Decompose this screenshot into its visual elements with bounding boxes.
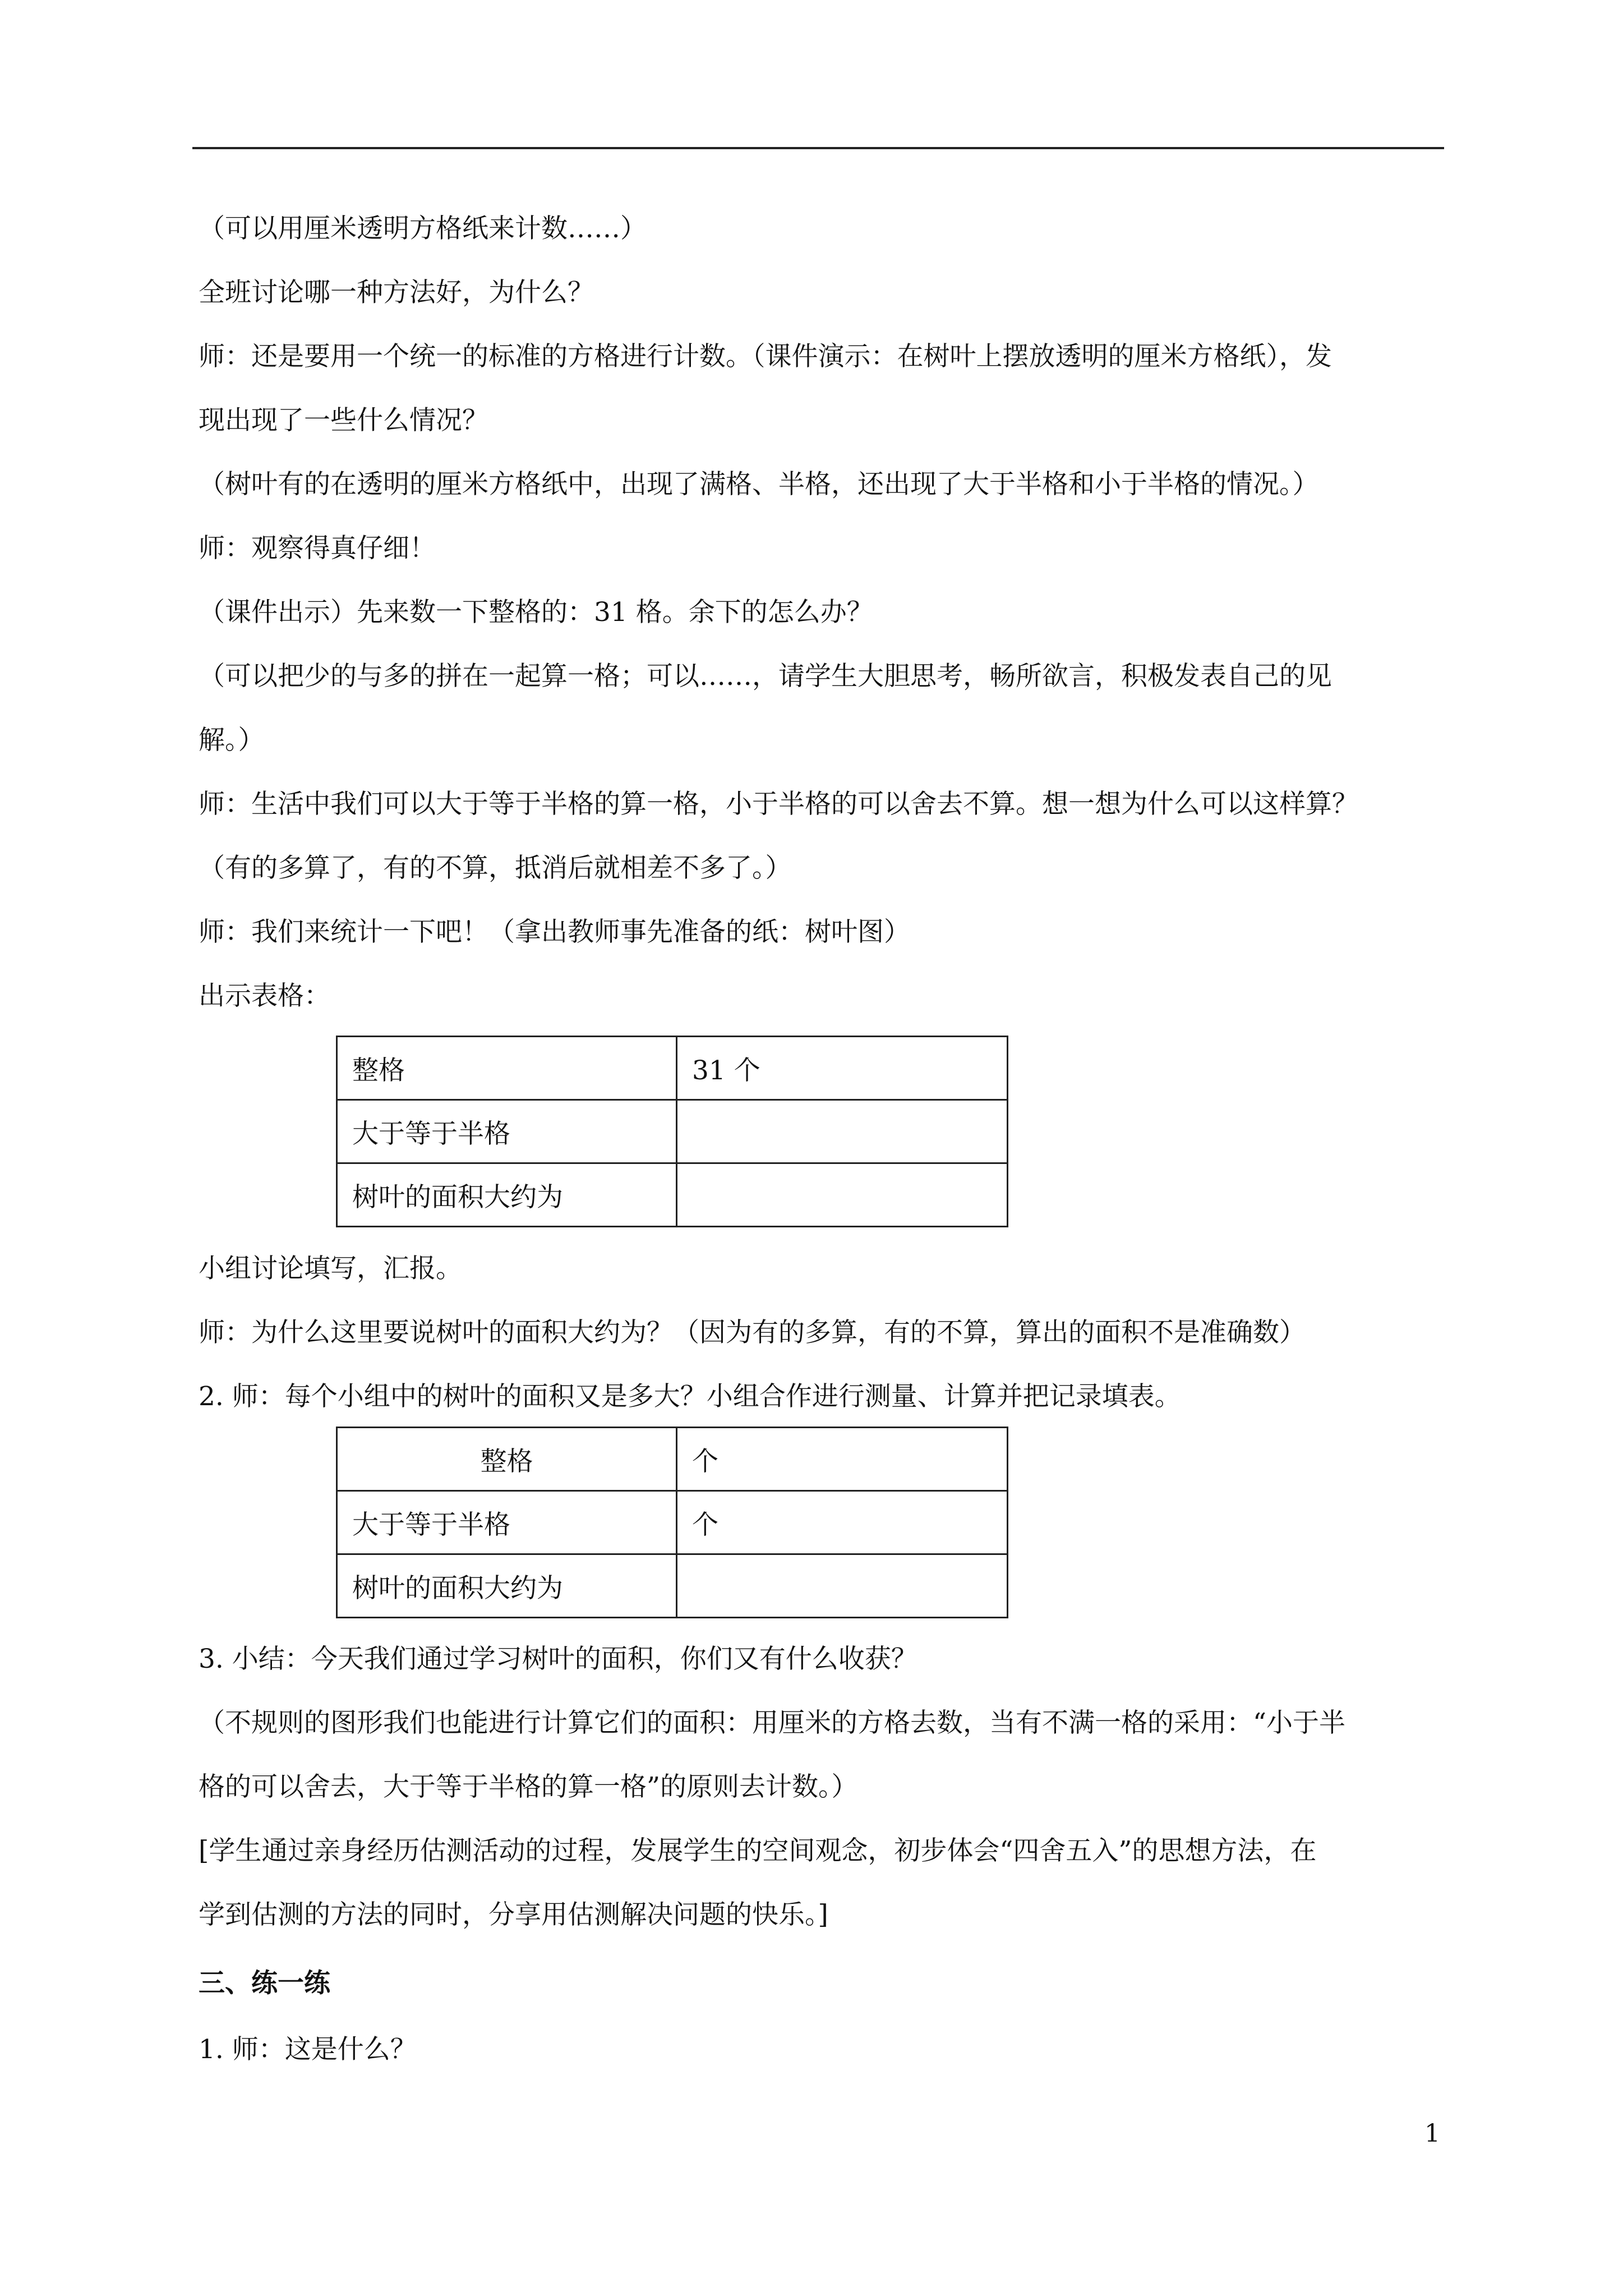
paragraph: 现出现了一些什么情况？ [199,405,488,436]
area-table-2 [336,1427,1008,1618]
paragraph: 3. 小结：今天我们通过学习树叶的面积，你们又有什么收获？ [199,1644,917,1674]
paragraph: 学到估测的方法的同时，分享用估测解决问题的快乐。] [199,1899,828,1930]
table-cell: 大于等于半格 [337,1100,677,1163]
paragraph: （课件出示）先来数一下整格的：31 格。余下的怎么办？ [199,597,873,628]
paragraph: 出示表格： [199,981,330,1011]
table-cell: 个 [677,1428,1008,1491]
table-cell: 大于等于半格 [337,1491,677,1554]
paragraph: （不规则的图形我们也能进行计算它们的面积：用厘米的方格去数，当有不满一格的采用：“小于半 [199,1708,1346,1738]
table-row [337,1037,1008,1100]
table-cell: 整格 [337,1037,677,1100]
header-rule [192,147,1444,149]
paragraph: （有的多算了，有的不算，抵消后就相差不多了。） [199,853,792,884]
paragraph: 师：生活中我们可以大于等于半格的算一格，小于半格的可以舍去不算。想一想为什么可以这样算？ [199,789,1358,820]
table-cell: 个 [677,1491,1008,1554]
paragraph: （可以用厘米透明方格纸来计数……） [199,213,647,244]
paragraph: 全班讨论哪一种方法好，为什么？ [199,277,594,308]
table-row [337,1491,1008,1554]
area-table-1 [336,1036,1008,1227]
table-row [337,1100,1008,1163]
paragraph: 格的可以舍去，大于等于半格的算一格”的原则去计数。） [199,1772,858,1802]
paragraph: 小组讨论填写，汇报。 [199,1253,462,1284]
table-cell [677,1163,1008,1227]
table-row [337,1163,1008,1227]
table-cell: 整格 [337,1428,677,1491]
paragraph: 解。） [199,725,265,756]
section-heading: 三、练一练 [199,1968,330,1999]
paragraph: 师：观察得真仔细！ [199,533,436,564]
table-cell: 31 个 [677,1037,1008,1100]
paragraph: 师：我们来统计一下吧！（拿出教师事先准备的纸：树叶图） [199,917,910,947]
page-number: 1 [1424,2119,1440,2148]
table-cell: 树叶的面积大约为 [337,1554,677,1618]
paragraph: 师：为什么这里要说树叶的面积大约为？（因为有的多算，有的不算，算出的面积不是准确数） [199,1317,1306,1348]
paragraph: [学生通过亲身经历估测活动的过程，发展学生的空间观念，初步体会“四舍五入”的思想方法，在 [199,1835,1317,1866]
paragraph: （可以把少的与多的拼在一起算一格；可以……，请学生大胆思考，畅所欲言，积极发表自己的见 [199,661,1332,692]
paragraph: 2. 师：每个小组中的树叶的面积又是多大？小组合作进行测量、计算并把记录填表。 [199,1381,1181,1412]
paragraph: 师：还是要用一个统一的标准的方格进行计数。（课件演示：在树叶上摆放透明的厘米方格纸），发 [199,341,1332,372]
table-row [337,1428,1008,1491]
table-cell: 树叶的面积大约为 [337,1163,677,1227]
paragraph: （树叶有的在透明的厘米方格纸中，出现了满格、半格，还出现了大于半格和小于半格的情况。） [199,469,1319,500]
table-cell [677,1554,1008,1618]
paragraph: 1. 师：这是什么？ [199,2034,417,2065]
table-cell [677,1100,1008,1163]
table-row [337,1554,1008,1618]
